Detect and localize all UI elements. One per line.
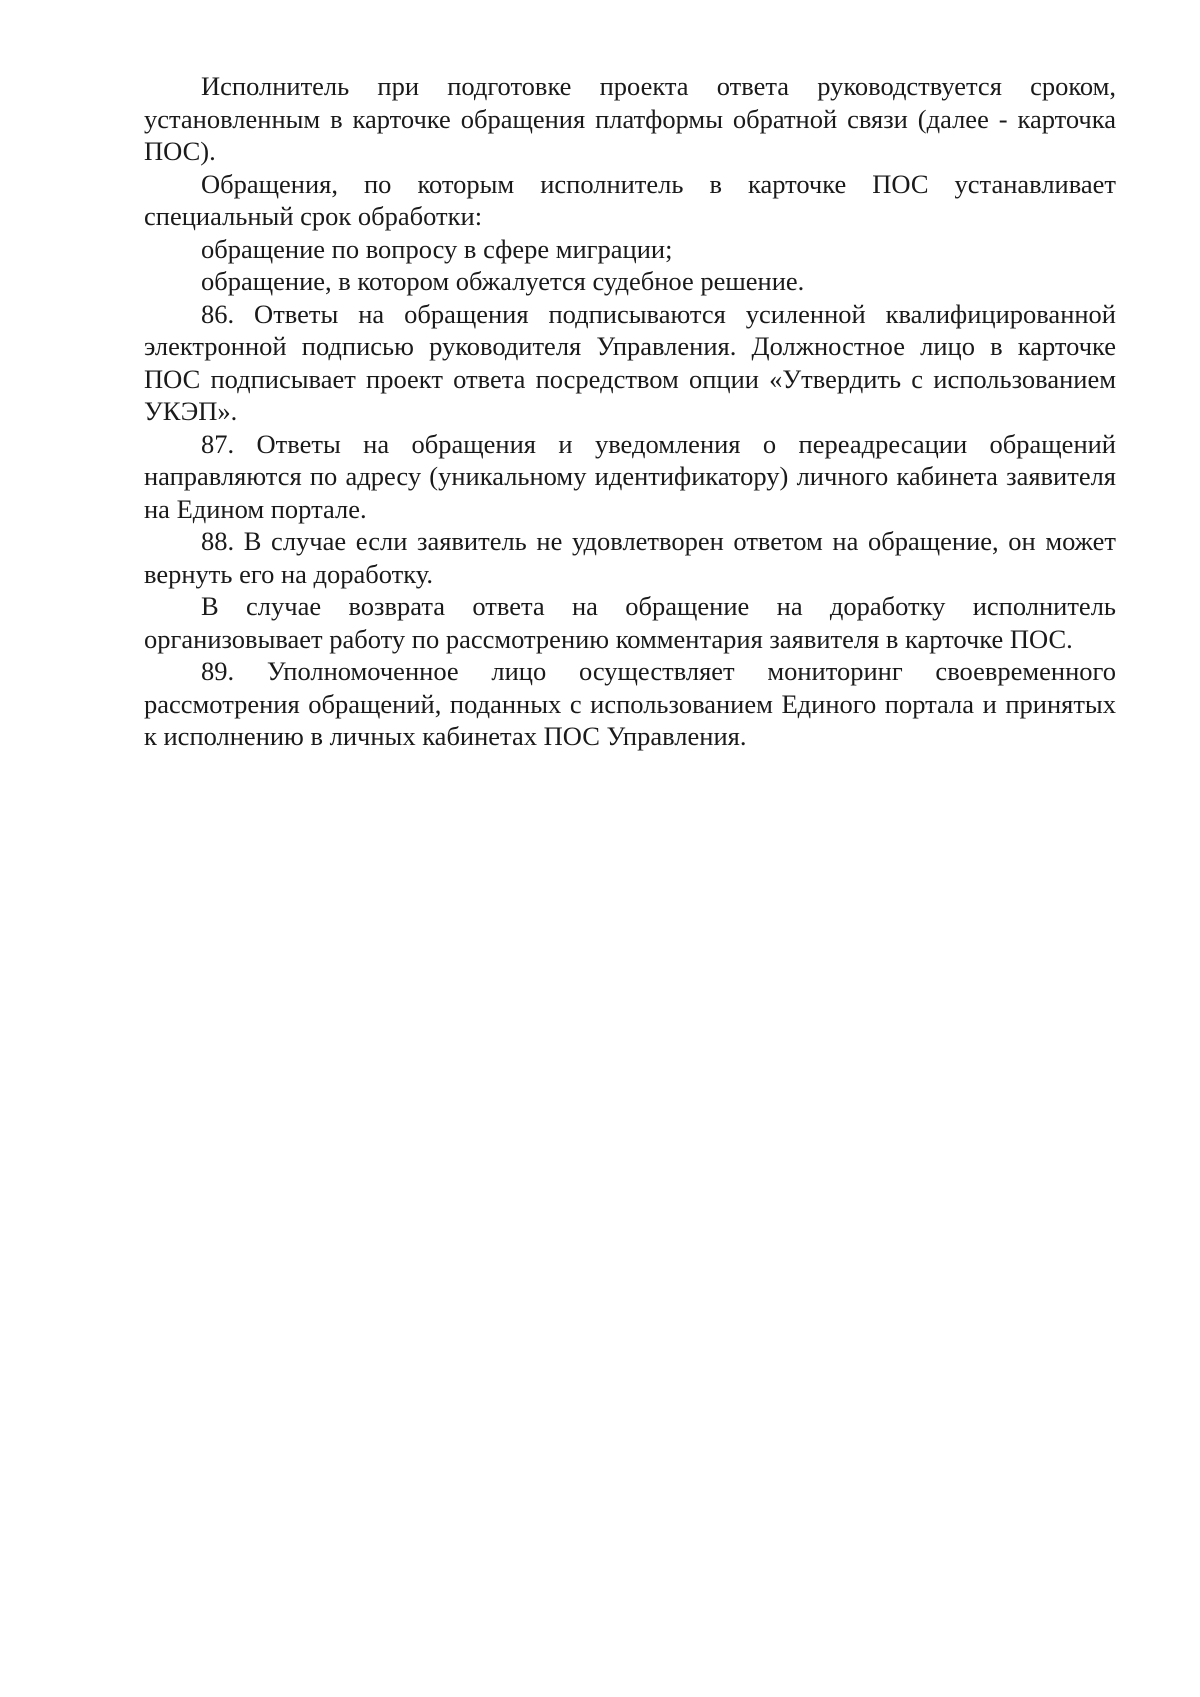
paragraph-88: 88. В случае если заявитель не удовлетворен ответом на обращение, он может вернуть его на доработку. [144, 526, 1116, 589]
list-item-court-decision: обращение, в котором обжалуется судебное решение. [201, 266, 805, 296]
paragraph-executor-deadline: Исполнитель при подготовке проекта ответа руководствуется сроком, установленным в карточке обращения платформы обратной связи (далее - карточка ПОС). [144, 71, 1116, 166]
paragraph-return-for-revision: В случае возврата ответа на обращение на доработку исполнитель организовывает работу по рассмотрению комментария заявителя в карточке ПОС. [144, 591, 1116, 654]
paragraph-special-deadline: Обращения, по которым исполнитель в карточке ПОС устанавливает специальный срок обработки: [144, 168, 1116, 231]
paragraph-87: 87. Ответы на обращения и уведомления о переадресации обращений направляются по адресу (уникальному идентификатору) личного кабинета заявителя на Едином портале. [144, 428, 1116, 524]
paragraph-86: 86. Ответы на обращения подписываются усиленной квалифицированной электронной подписью руководителя Управления. Должностное лицо в карточке ПОС подписывает проект ответа посредством опции «Утвердить с использованием УКЭП». [144, 298, 1116, 426]
list-item-migration: обращение по вопросу в сфере миграции; [201, 233, 673, 264]
paragraph-89: 89. Уполномоченное лицо осуществляет мониторинг своевременного рассмотрения обращений, поданных с использованием Единого портала и принятых к исполнению в личных кабинетах ПОС Управления. [144, 656, 1116, 751]
document-body [144, 70, 1116, 753]
